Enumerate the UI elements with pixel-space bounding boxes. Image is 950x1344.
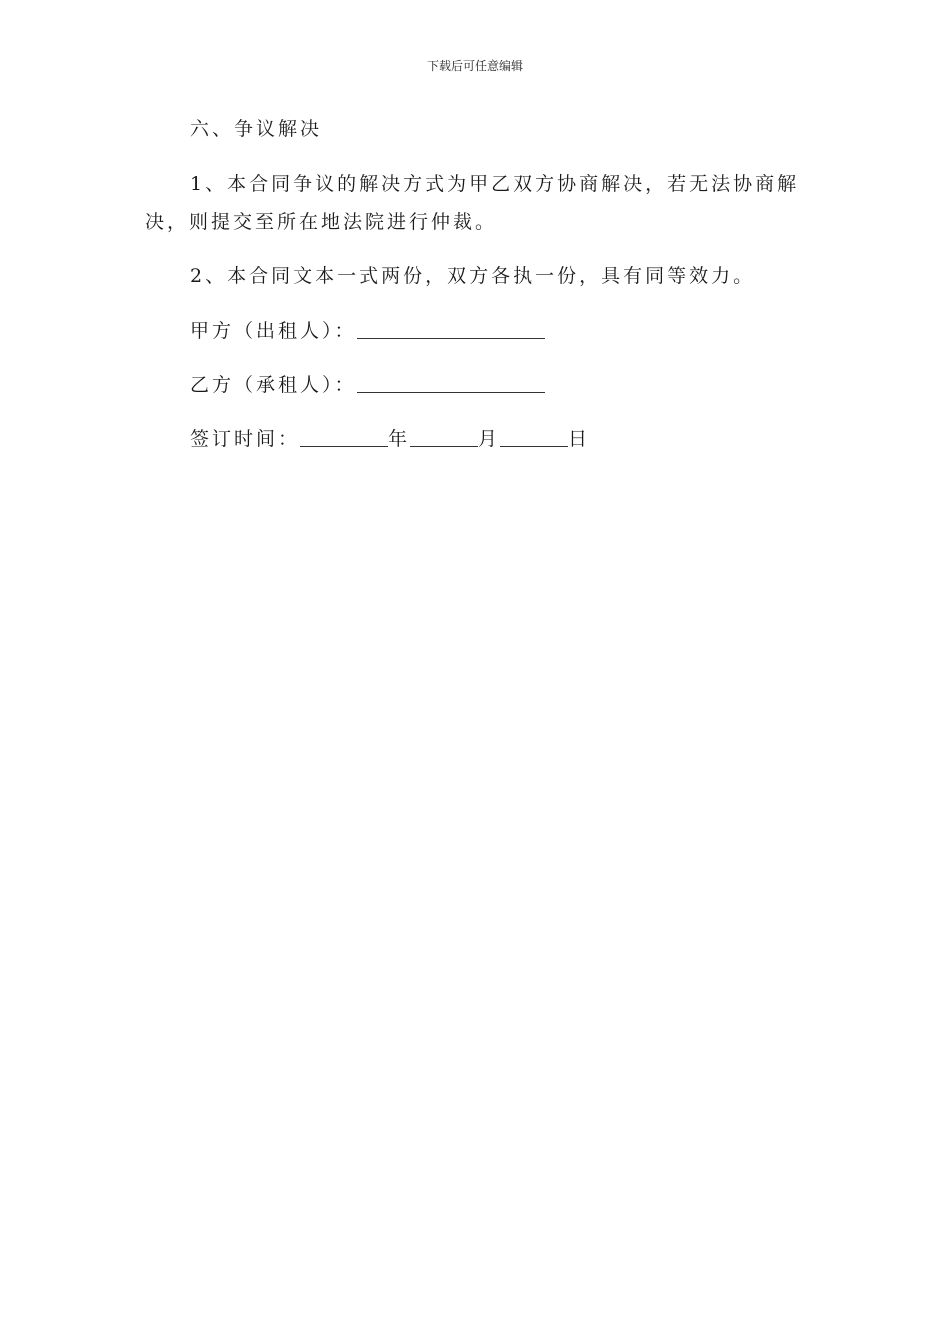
- month-label: 月: [478, 428, 501, 450]
- party-b-signature-field[interactable]: [357, 372, 545, 393]
- signing-date-label: 签订时间：: [190, 428, 301, 450]
- day-field[interactable]: [500, 426, 568, 447]
- page-header-note: 下载后可任意编辑: [426, 59, 523, 73]
- party-a-label: 甲方（出租人）：: [190, 320, 357, 342]
- month-field[interactable]: [410, 426, 478, 447]
- clause-2: 2、本合同文本一式两份，双方各执一份，具有同等效力。: [190, 265, 756, 287]
- signing-date-row: [190, 426, 590, 451]
- clause-1-line-2: 决，则提交至所在地法院进行仲裁。: [145, 211, 498, 233]
- day-label: 日: [568, 428, 591, 450]
- year-label: 年: [388, 428, 411, 450]
- party-b-label: 乙方（承租人）：: [190, 374, 357, 396]
- party-b-row: [190, 372, 545, 397]
- party-a-row: [190, 318, 545, 343]
- clause-1-line-1: 1、本合同争议的解决方式为甲乙双方协商解决，若无法协商解: [190, 173, 800, 195]
- section-heading: 六、争议解决: [190, 118, 323, 140]
- party-a-signature-field[interactable]: [357, 318, 545, 339]
- year-field[interactable]: [300, 426, 388, 447]
